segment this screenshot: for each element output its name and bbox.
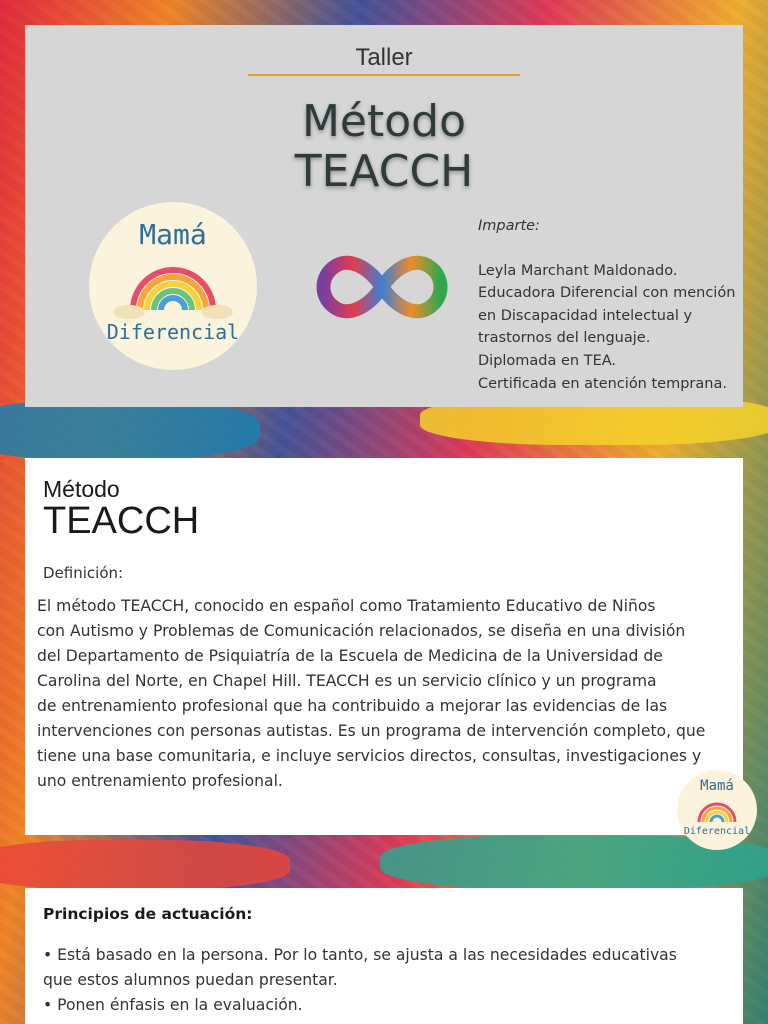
list-item: • Ponen énfasis en la evaluación. bbox=[43, 996, 303, 1014]
bio-line: en Discapacidad intelectual y bbox=[478, 307, 693, 324]
rainbow-icon bbox=[89, 202, 257, 370]
logo-line-2: Diferencial bbox=[106, 320, 240, 344]
rainbow-icon bbox=[677, 770, 757, 850]
body-line: uno entrenamiento profesional. bbox=[37, 772, 283, 790]
slide-title: TEACCH bbox=[43, 500, 200, 542]
bio-line: Educadora Diferencial con mención bbox=[478, 285, 736, 302]
title-slide bbox=[25, 25, 743, 407]
bio-line: Certificada en atención temprana. bbox=[478, 375, 727, 392]
instructor-info bbox=[478, 215, 740, 395]
body-line: Carolina del Norte, en Chapel Hill. TEACCH es un servicio clínico y un programa bbox=[37, 672, 657, 690]
bio-line: Diplomada en TEA. bbox=[478, 352, 617, 369]
logo-line-2: Diferencial bbox=[683, 826, 751, 837]
body-line: intervenciones con personas autistas. Es un programa de intervención completo, que bbox=[37, 722, 706, 740]
definition-label: Definición: bbox=[43, 564, 124, 582]
body-line: tiene una base comunitaria, e incluye servicios directos, consultas, investigaciones y bbox=[37, 747, 702, 765]
principles-slide bbox=[25, 888, 743, 1024]
bio-line: trastornos del lenguaje. bbox=[478, 330, 651, 347]
definition-body bbox=[37, 594, 737, 794]
title-line-2: TEACCH bbox=[294, 146, 474, 197]
logo-line-1: Mamá bbox=[700, 778, 734, 794]
body-line: con Autismo y Problemas de Comunicación relacionados, se diseña en una división bbox=[37, 622, 686, 640]
body-line: de entrenamiento profesional que ha contribuido a mejorar las evidencias de las bbox=[37, 697, 668, 715]
principles-heading: Principios de actuación: bbox=[43, 905, 253, 923]
mama-diferencial-logo-small bbox=[677, 770, 757, 850]
bio-line: Leyla Marchant Maldonado. bbox=[478, 262, 678, 279]
title-underline bbox=[248, 74, 520, 76]
mama-diferencial-logo bbox=[89, 202, 257, 370]
page-title bbox=[25, 97, 743, 197]
body-line: del Departamento de Psiquiatría de la Escuela de Medicina de la Universidad de bbox=[37, 647, 663, 665]
list-item: que estos alumnos puedan presentar. bbox=[43, 971, 338, 989]
body-line: El método TEACCH, conocido en español como Tratamiento Educativo de Niños bbox=[37, 597, 656, 615]
logo-line-1: Mamá bbox=[139, 218, 207, 251]
paint-stroke bbox=[0, 840, 290, 890]
workshop-label: Taller bbox=[355, 44, 413, 71]
imparte-label: Imparte: bbox=[478, 218, 540, 234]
list-item: • Está basado en la persona. Por lo tanto, se ajusta a las necesidades educativas bbox=[43, 946, 677, 964]
paint-stroke bbox=[0, 400, 260, 460]
definition-slide bbox=[25, 458, 751, 837]
title-line-1: Método bbox=[301, 96, 467, 147]
slide-subtitle: Método bbox=[43, 476, 120, 502]
principles-list bbox=[43, 943, 733, 1018]
rainbow-infinity-icon bbox=[312, 247, 452, 327]
